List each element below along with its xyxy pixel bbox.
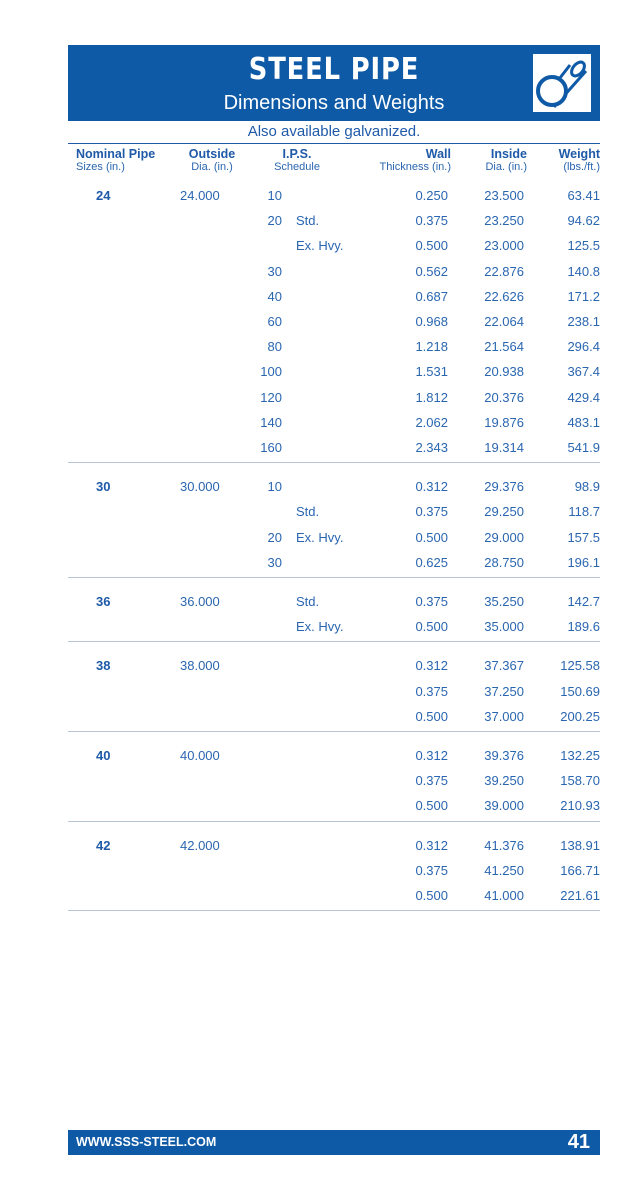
- col-ips-sub: Schedule: [274, 161, 320, 173]
- website-link[interactable]: WWW.SSS-STEEL.COM: [76, 1135, 217, 1149]
- col-inside-sub: Dia. (in.): [485, 161, 527, 173]
- col-ips-title: I.P.S.: [282, 147, 312, 161]
- weight-per-foot: 138.91: [560, 837, 600, 853]
- inside-diameter: 39.000: [484, 798, 524, 814]
- schedule-number: 80: [267, 339, 282, 355]
- wall-thickness: 1.218: [415, 339, 448, 355]
- weight-class: Std.: [296, 594, 320, 609]
- weight-per-foot: 171.2: [567, 288, 600, 304]
- col-wall-sub: Thickness (in.): [379, 161, 451, 173]
- weight-class: Std.: [296, 504, 320, 520]
- inside-diameter: 37.367: [484, 658, 524, 674]
- inside-diameter: 37.250: [484, 683, 524, 699]
- nominal-size: 24: [96, 188, 111, 203]
- inside-diameter: 23.500: [484, 188, 524, 203]
- weight-per-foot: 125.5: [567, 238, 600, 254]
- weight-per-foot: 150.69: [560, 683, 600, 699]
- weight-per-foot: 210.93: [560, 798, 600, 814]
- outside-diameter: 40.000: [180, 748, 220, 763]
- weight-per-foot: 238.1: [567, 314, 600, 329]
- inside-diameter: 41.376: [484, 837, 524, 853]
- inside-diameter: 22.626: [484, 288, 524, 304]
- outside-diameter: 42.000: [180, 837, 220, 853]
- weight-class: Ex. Hvy.: [296, 238, 344, 254]
- schedule-number: 160: [260, 440, 282, 455]
- weight-class: Ex. Hvy.: [296, 619, 344, 635]
- wall-thickness: 0.625: [415, 554, 448, 570]
- wall-thickness: 0.250: [415, 188, 448, 203]
- inside-diameter: 39.376: [484, 748, 524, 763]
- schedule-number: 30: [267, 554, 282, 570]
- wall-thickness: 0.312: [415, 658, 448, 674]
- schedule-number: 60: [267, 314, 282, 329]
- footer-bar: [68, 1130, 600, 1155]
- weight-per-foot: 118.7: [568, 504, 600, 520]
- col-nominal-title: Nominal Pipe: [76, 147, 156, 161]
- schedule-number: 30: [267, 263, 282, 279]
- wall-thickness: 0.500: [415, 619, 448, 635]
- col-inside: [460, 148, 527, 174]
- outside-diameter: 38.000: [180, 658, 220, 674]
- outside-diameter: 30.000: [180, 479, 220, 495]
- schedule-number: 120: [260, 389, 282, 405]
- wall-thickness: 0.312: [415, 748, 448, 763]
- weight-per-foot: 157.5: [567, 529, 600, 545]
- outside-diameter: 24.000: [180, 188, 220, 203]
- wall-thickness: 0.562: [415, 263, 448, 279]
- nominal-size: 42: [96, 837, 111, 853]
- wall-thickness: 0.312: [415, 479, 448, 495]
- inside-diameter: 23.250: [484, 213, 524, 229]
- nominal-size: 40: [96, 748, 111, 763]
- inside-diameter: 39.250: [484, 773, 524, 789]
- inside-diameter: 22.876: [484, 263, 524, 279]
- inside-diameter: 22.064: [484, 314, 524, 329]
- inside-diameter: 23.000: [484, 238, 524, 254]
- weight-per-foot: 200.25: [560, 708, 600, 724]
- col-nominal: [76, 148, 176, 174]
- schedule-number: 10: [267, 479, 282, 495]
- page-number: 41: [567, 1131, 590, 1153]
- header-rule: [68, 143, 600, 144]
- col-outside-sub: Dia. (in.): [191, 161, 233, 173]
- wall-thickness: 0.500: [415, 708, 448, 724]
- weight-per-foot: 94.62: [567, 213, 600, 229]
- inside-diameter: 29.000: [484, 529, 524, 545]
- group-divider: [68, 577, 600, 578]
- col-wall-title: Wall: [425, 147, 451, 161]
- col-weight-sub: (lbs./ft.): [563, 161, 600, 173]
- weight-per-foot: 483.1: [567, 414, 600, 430]
- inside-diameter: 19.876: [484, 414, 524, 430]
- title-banner: [68, 45, 600, 121]
- inside-diameter: 20.938: [484, 364, 524, 380]
- wall-thickness: 1.812: [415, 389, 448, 405]
- weight-per-foot: 158.70: [560, 773, 600, 789]
- outside-diameter: 36.000: [180, 594, 220, 609]
- schedule-number: 40: [267, 288, 282, 304]
- weight-per-foot: 429.4: [567, 389, 600, 405]
- weight-per-foot: 142.7: [567, 594, 600, 609]
- page-title: STEEL PIPE: [248, 52, 420, 87]
- pipe-logo-icon: [530, 51, 594, 115]
- group-divider: [68, 821, 600, 822]
- wall-thickness: 2.062: [415, 414, 448, 430]
- group-divider: [68, 910, 600, 911]
- weight-per-foot: 140.8: [567, 263, 600, 279]
- wall-thickness: 0.375: [415, 862, 448, 878]
- group-divider: [68, 462, 600, 463]
- inside-diameter: 37.000: [484, 708, 524, 724]
- group-divider: [68, 641, 600, 642]
- wall-thickness: 0.375: [415, 773, 448, 789]
- inside-diameter: 19.314: [484, 440, 524, 455]
- weight-per-foot: 296.4: [567, 339, 600, 355]
- col-outside-title: Outside: [188, 147, 236, 161]
- schedule-number: 100: [260, 364, 282, 380]
- inside-diameter: 41.250: [484, 862, 524, 878]
- col-weight-title: Weight: [558, 147, 600, 161]
- wall-thickness: 0.500: [415, 888, 448, 903]
- inside-diameter: 29.376: [484, 479, 524, 495]
- inside-diameter: 41.000: [484, 888, 524, 903]
- col-outside: [178, 148, 246, 174]
- inside-diameter: 29.250: [484, 504, 524, 520]
- weight-per-foot: 132.25: [560, 748, 600, 763]
- weight-per-foot: 98.9: [574, 479, 600, 495]
- schedule-number: 20: [267, 213, 282, 229]
- weight-per-foot: 63.41: [567, 188, 600, 203]
- weight-per-foot: 166.71: [560, 862, 600, 878]
- wall-thickness: 0.968: [415, 314, 448, 329]
- inside-diameter: 35.250: [484, 594, 524, 609]
- nominal-size: 30: [96, 479, 111, 495]
- wall-thickness: 0.500: [415, 529, 448, 545]
- weight-per-foot: 221.61: [560, 888, 600, 903]
- galvanized-note: Also available galvanized.: [247, 123, 421, 140]
- wall-thickness: 0.687: [415, 288, 448, 304]
- nominal-size: 36: [96, 594, 111, 609]
- weight-class: Ex. Hvy.: [296, 529, 344, 545]
- wall-thickness: 0.375: [415, 213, 448, 229]
- inside-diameter: 35.000: [484, 619, 524, 635]
- wall-thickness: 0.500: [415, 238, 448, 254]
- weight-per-foot: 196.1: [567, 554, 600, 570]
- col-wall: [360, 148, 451, 174]
- schedule-number: 140: [260, 414, 282, 430]
- weight-per-foot: 189.6: [567, 619, 600, 635]
- inside-diameter: 28.750: [484, 554, 524, 570]
- wall-thickness: 0.375: [415, 504, 448, 520]
- wall-thickness: 0.375: [415, 594, 448, 609]
- wall-thickness: 0.500: [415, 798, 448, 814]
- nominal-size: 38: [96, 658, 111, 674]
- inside-diameter: 20.376: [484, 389, 524, 405]
- page-subtitle: Dimensions and Weights: [223, 92, 445, 114]
- wall-thickness: 2.343: [415, 440, 448, 455]
- wall-thickness: 0.312: [415, 837, 448, 853]
- schedule-number: 10: [267, 188, 282, 203]
- inside-diameter: 21.564: [484, 339, 524, 355]
- col-nominal-sub: Sizes (in.): [76, 161, 125, 173]
- wall-thickness: 0.375: [415, 683, 448, 699]
- schedule-number: 20: [267, 529, 282, 545]
- weight-class: Std.: [296, 213, 320, 229]
- weight-per-foot: 541.9: [567, 440, 600, 455]
- col-inside-title: Inside: [490, 147, 527, 161]
- group-divider: [68, 731, 600, 732]
- weight-per-foot: 367.4: [567, 364, 600, 380]
- col-ips: [262, 148, 332, 174]
- weight-per-foot: 125.58: [560, 658, 600, 674]
- col-weight: [530, 148, 600, 174]
- wall-thickness: 1.531: [415, 364, 448, 380]
